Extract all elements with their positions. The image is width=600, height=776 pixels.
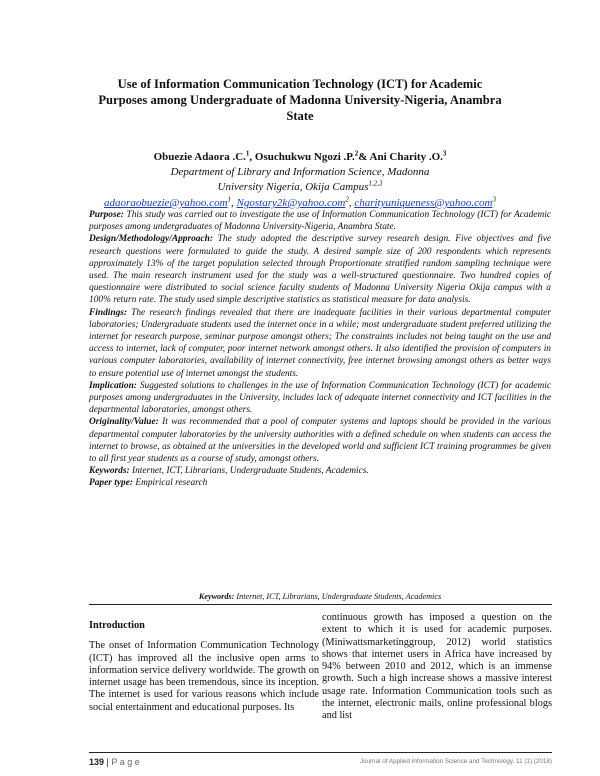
originality-label: Originality/Value: <box>89 417 159 428</box>
body-column-right <box>322 612 552 723</box>
body-paragraph-left: The onset of Information Communication Technology (ICT) has improved all the inclusive open arms to information service delivery worldwide. The growth on internet usage has been tremendous, since its inception. The internet is used for various reasons which include social entertainment and educational purposes. Its <box>89 640 319 713</box>
email-sup-2: 2 <box>345 195 349 204</box>
author-3-sup: 3 <box>442 149 447 158</box>
abstract-implication <box>89 380 551 417</box>
abstract-keywords <box>89 465 551 477</box>
email-link-1[interactable]: adaoraobuezie@yahoo.com <box>104 197 228 209</box>
section-heading-introduction: Introduction <box>89 620 145 631</box>
page-number: 139 <box>89 757 105 767</box>
design-label: Design/Methodology/Approach: <box>89 234 213 245</box>
originality-text: It was recommended that a pool of computer systems and laptops should be provided in the various departmental computer laboratories by the university authorities with a defined schedule on when students can access the internet to browse, as obtained at the universities in the developed world and sufficient ICT training programmes be given to all first year students as a course of study, amongst others. <box>89 417 552 465</box>
keywords-text: Internet, ICT, Librarians, Undergraduate Students, Academics. <box>131 466 369 477</box>
email-link-3[interactable]: charityuniqueness@yahoo.com <box>354 197 493 209</box>
implication-label: Implication: <box>89 380 137 391</box>
affiliation-department: Department of Library and Information Science, Madonna <box>170 166 430 178</box>
affiliation-sup: 1,2,3 <box>368 179 383 188</box>
footer-page-number <box>89 757 140 767</box>
email-sup-3: 3 <box>492 195 496 204</box>
body-column-left <box>89 620 319 714</box>
author-list <box>60 150 540 164</box>
author-2: , Osuchukwu Ngozi .P. <box>249 151 355 163</box>
keywords-line <box>89 592 551 602</box>
abstract-findings <box>89 307 551 380</box>
keywords-line-label: Keywords: <box>198 592 235 601</box>
implication-text: Suggested solutions to challenges in the use of Information Communication Technology (ICT) for academic purposes among undergraduates in the University, includes lack of adequate internet connectivity and ICT facilities in the departmental laboratories, amongst others. <box>89 380 551 416</box>
author-emails: adaoraobuezie@yahoo.com$^1$, Ngostary2k@yahoo.com$^2$, charityuniqueness@yahoo.com$^3$ <box>104 195 496 209</box>
abstract-design <box>89 233 551 306</box>
footer-divider <box>89 752 552 753</box>
abstract-purpose <box>89 209 551 233</box>
author-3: & Ani Charity .O. <box>358 151 443 163</box>
author-2-sup: 2 <box>354 149 359 158</box>
structured-abstract <box>89 209 551 490</box>
purpose-label: Purpose: <box>89 210 124 220</box>
abstract-divider <box>89 604 552 605</box>
design-text: The study adopted the descriptive survey research design. Five objectives and five research questions were formulated to guide the study. A desired sample size of 200 respondents which represents approximately 13% of the target population selected through Proportionate stratified random sampling technique were used. The main research instrument used for the study was a well-structured questionnaire. Two hundred copies of questionnaire were distributed to social science faculty students of Madonna University Nigeria Okija campus with a 100% return rate. The study used simple descriptive statistics as statistical measure for data analysis. <box>89 234 552 306</box>
papertype-text: Empirical research <box>135 478 208 489</box>
footer-journal-citation: Journal of Applied Information Science and Technology, 11 (1) (2018) <box>359 758 552 765</box>
paper-title: Use of Information Communication Technology (ICT) for Academic Purposes among Undergraduate of Madonna University-Nigeria, Anambra State <box>98 77 502 123</box>
body-paragraph-right: continuous growth has imposed a question on the extent to which it is used for academic purposes. (Miniwattsmarketinggroup, 2012) world statistics shows that internet users in Africa have increased by 94% between 2010 and 2012, which is an immense growth. Such a high increase shows a massive interest usage rate. Information Communication tools such as the internet, electronic mails, online professional blogs and list <box>322 612 552 722</box>
author-1: Obuezie Adaora .C. <box>153 151 246 163</box>
affiliation-university-text: University Nigeria, Okija Campus <box>217 181 369 193</box>
page-word: P a g e <box>111 757 140 767</box>
keywords-line-text: Internet, ICT, Librarians, Undergraduate Students, Academics <box>236 592 442 601</box>
keywords-label: Keywords: <box>89 466 130 477</box>
email-sup-1: 1 <box>227 195 232 204</box>
affiliation-university <box>60 180 540 194</box>
findings-label: Findings: <box>89 307 128 318</box>
abstract-paper-type <box>89 477 551 489</box>
papertype-label: Paper type: <box>89 478 133 489</box>
purpose-text: This study was carried out to investigate the use of Information Communication Technology (ICT) for Academic purposes among undergraduates of Madonna University-Nigeria, Anambra State. <box>89 210 551 233</box>
author-1-sup: 1 <box>245 149 250 158</box>
abstract-originality <box>89 416 551 465</box>
email-link-2[interactable]: Ngostary2k@yahoo.com <box>236 197 346 209</box>
findings-text: The research findings revealed that there are inadequate facilities in their various departmental computer laboratories; Undergraduate students used the internet once in a while; most undergraduate student preferred utilizing the internet for research purpose, seminar purpose amongst others; The constraints includes not being taught on the use and access to internet, lack of computer, poor internet network amongst others. It also identified the provision of computers in various computer laboratories, availability of internet connectivity, free internet browsing amongst others as better ways to ensure potential use of internet amongst the students. <box>89 307 551 379</box>
page-separator: | <box>104 757 112 767</box>
